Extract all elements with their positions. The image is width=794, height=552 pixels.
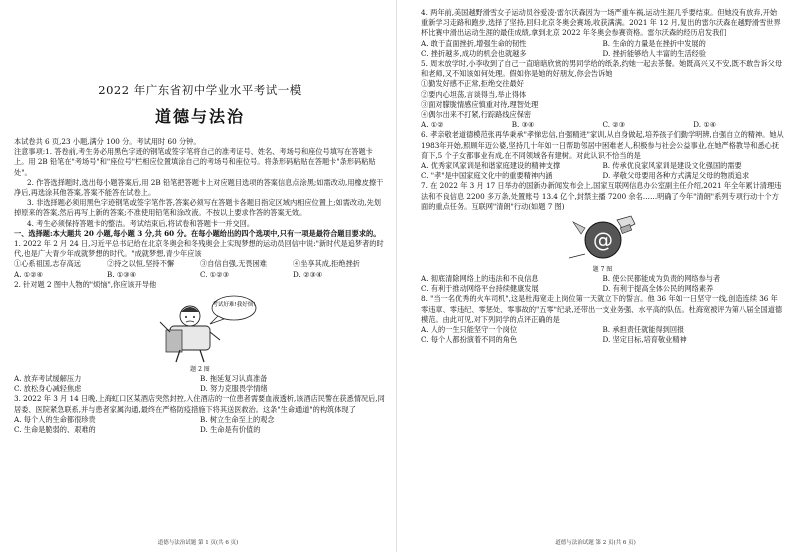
q2-caption: 题 2 图 (190, 366, 210, 374)
svg-text:@: @ (592, 228, 613, 253)
q8-stem: 8. "当一名优秀的火车司机",这是杜海宽走上岗位第一天就立下的誓言。他 36 年如一日坚守一线,创造连续 36 年零违章、零违纪、零惩处、零事故的"五零"纪录,还带出一支业务强、水平高的队伍。杜海宽被评为第八届全国道德模范。由此可见,对下列同学的点评正确的是 (421, 294, 783, 324)
q8-option-b: B. 承担责任就能得到回报 (602, 325, 685, 335)
q5-options (421, 120, 784, 130)
q2-figure (14, 292, 386, 364)
student-cartoon-illustration (140, 292, 260, 364)
q2-options (14, 374, 386, 394)
exam-page-left (0, 0, 396, 552)
q7-stem: 7. 在 2022 年 3 月 17 日举办的国新办新闻发布会上,国家互联网信息办公室副主任介绍,2021 年全年累计清理违法和不良信息 2200 多万条,处置账号 13.4 亿个,封禁主播 7200 余名……明确了今年"清朗"系列专项行动十个方面的重点任务。互联网"清朗"行动(如题 7 图) (421, 181, 782, 211)
q7-option-c: C. 有利于推动网络平台持续健康发展 (421, 284, 539, 294)
q5-item: ②要内心坦荡,言谈得当,举止得体 (421, 89, 527, 99)
q5-option-a: A. ①② (421, 120, 444, 130)
q7-option-d: D. 有利于提高全体公民的网络素养 (602, 284, 714, 294)
question-5 (421, 59, 784, 130)
q4-options (421, 39, 784, 59)
q4-option-c: C. 挫折越多,成功的机会也就越多 (421, 48, 527, 58)
q3-options (14, 415, 386, 435)
q5-item: ③面对朦胧情感应慎重对待,理智处理 (421, 99, 539, 109)
q5-option-c: C. ②③ (602, 120, 626, 130)
q8-option-c: C. 每个人都扮演着不同的角色 (421, 335, 518, 345)
q1-options (14, 270, 386, 280)
page-footer-left: 道德与法治试题 第 1 页(共 6 页) (157, 540, 239, 546)
q3-option-a: A. 每个人的生命都很珍贵 (14, 414, 96, 424)
q3-stem: 3. 2022 年 3 月 14 日晚,上海虹口区某酒店突然封控,入住酒店的一位患者需要血液透析,该酒店民警在获悉情况后,同居委、医院紧急联系,并与患者家属沟通,最终在严格防疫措施下将其送医救治。这条"生命通道"的构筑体现了 (14, 394, 385, 414)
q2-option-d: D. 努力克服畏学情绪 (200, 384, 268, 394)
q7-options (421, 274, 784, 294)
q1-item: ①心系祖国,志存高远 (14, 259, 81, 269)
q1-option-d: D. ②③④ (293, 269, 323, 279)
exam-note-3: 3. 非选择题必须用黑色字迹钢笔或签字笔作答,答案必须写在答题卡各题目指定区域内相应位置上;如需改动,先划掉原来的答案,然后再写上新的答案;不准使用铅笔和涂改液。不按以上要求作答的答案无效。 (14, 198, 381, 218)
q3-option-b: B. 树立生命至上的观念 (200, 414, 275, 424)
exam-intro: 本试卷共 6 页,23 小题,满分 100 分。考试用时 60 分钟。 (14, 137, 201, 146)
q5-stem: 5. 周末放学时,小李收到了自己一直暗暗欣赏的男同学给的纸条,约她一起去茶餐。她既高兴又不安,既不敢告诉父母和老师,又不知该如何处理。假如你是她的好朋友,你会告诉她 (421, 59, 783, 79)
section-heading: 一、选择题:本大题共 20 小题,每小题 3 分,共 60 分。在每小题给出的四个选项中,只有一项是最符合题目要求的。 (14, 228, 381, 238)
exam-title: 2022 年广东省初中学业水平考试一模 (98, 83, 302, 97)
q1-item: ④坐享其成,拒绝挫折 (293, 259, 360, 269)
q2-option-b: B. 拖延复习认真准备 (200, 374, 268, 384)
exam-subject: 道德与法治 (154, 107, 245, 126)
q6-option-a: A. 优秀家风家训是和谐家庭建设的精神支撑 (421, 161, 561, 171)
exam-page-right (397, 0, 794, 552)
q1-stem: 1. 2022 年 2 月 24 日,习近平总书记给在北京冬奥会和冬残奥会上实现梦想的运动员回信中说:"新时代是追梦者的时代,也是广大青少年成就梦想的时代。"成就梦想,青少年应该 (14, 239, 384, 259)
question-8 (421, 294, 784, 345)
q6-stem: 6. 孝亲敬老道德模范张再华秉承"孝悌忠信,自强精进"家训,从自身做起,培养孩子们勤学明辨,自强自立的精神。她从1983年开始,照顾年迈公婆,坚持几十年如一日帮助邻居中困难老人,积极参与社会公益事业,在她严格教导和悉心抚育下,5 个子女都事业有成,在不同领域各有建树。对此认识不恰当的是 (421, 130, 784, 160)
q7-caption: 题 7 图 (592, 266, 613, 274)
q5-item: ①勤发好感不正常,拒绝交往最好 (421, 79, 524, 89)
q5-option-d: D. ①④ (693, 120, 717, 130)
exam-note-2: 2. 作答选择题时,选出每小题答案后,用 2B 铅笔把答题卡上对应题目选项的答案信息点涂黑;如需改动,用橡皮擦干净后,再选涂其他答案,答案不能答在试卷上。 (14, 177, 384, 198)
exam-note-1: 注意事项:1. 答卷前,考生务必用黑色字迹的钢笔或签字笔将自己的准考证号、姓名、考场号和座位号填写在答题卡上。用 2B 铅笔在"考场号"和"座位号"栏相应位置填涂自己的考场号和座位号。将条形码粘贴在答题卡"条形码粘贴处"。 (14, 147, 376, 177)
q1-item: ③自信自强,无畏困难 (200, 259, 267, 269)
q8-option-a: A. 人的一生只能坚守一个岗位 (421, 325, 518, 335)
exam-note-4: 4. 考生必须保持答题卡的整洁。考试结束后,将试卷和答题卡一并交回。 (27, 218, 255, 228)
question-4 (421, 8, 784, 59)
q1-item: ②持之以恒,坚持不懈 (107, 259, 174, 269)
q4-option-d: D. 挫折能够给人丰富的生活经验 (602, 48, 707, 58)
q7-option-b: B. 使公民都能成为负责的网络参与者 (602, 274, 721, 284)
q2-speech-text: 考试好难!我好烦! (212, 302, 256, 309)
q7-figure (421, 214, 784, 264)
q5-item: ④偶尔出来不打紧,行踪路线应保密 (421, 110, 532, 120)
q8-option-d: D. 坚定目标,培育敬业精神 (602, 335, 687, 345)
q6-option-d: D. 孝敬父母要用各种方式满足父母的物质追求 (602, 171, 750, 181)
q6-option-c: C. "孝"是中国家庭文化中的重要精神内涵 (421, 171, 553, 181)
q1-option-b: B. ①③④ (107, 269, 137, 279)
q1-items (14, 259, 386, 269)
at-sign-cleaning-illustration (565, 214, 641, 264)
page-footer-right: 道德与法治试题 第 2 页(共 6 页) (555, 540, 636, 546)
q4-option-b: B. 生命的力量是在挫折中发展的 (602, 38, 706, 48)
question-2 (14, 280, 386, 395)
question-1 (14, 239, 386, 280)
q2-stem: 2. 针对题 2 图中人物的"烦恼",你应该开导他 (14, 279, 157, 289)
q3-option-c: C. 生命是脆弱的、艰难的 (14, 425, 96, 435)
q8-options (421, 325, 784, 345)
q1-option-c: C. ①②③ (200, 269, 230, 279)
q7-option-a: A. 彻底清除网络上的违法和不良信息 (421, 274, 539, 284)
q1-option-a: A. ①②④ (14, 269, 44, 279)
q6-option-b: B. 传承优良家风家训是建设文化强国的需要 (602, 161, 742, 171)
q4-option-a: A. 敢于直面挫折,增强生命的韧性 (421, 38, 527, 48)
q6-options (421, 161, 784, 181)
q4-stem: 4. 两年前,美国越野滑雪女子运动员谷爱凌·雷尔沃森因为一场严重车祸,运动生涯几乎要结束。但她没有放弃,开始重新学习走路和跑步,选择了坚持,回归北京冬奥会赛场,收获满满。2021 年 12 月,复出的雷尔沃森在越野滑雪世界杯比赛中滑出运动生涯的最佳成绩,拿到北京 2022 年冬奥会参赛资格。雷尔沃森的经历启发我们 (421, 8, 781, 38)
q3-option-d: D. 生命是有价值的 (200, 425, 261, 435)
q5-option-b: B. ③④ (511, 120, 535, 130)
q2-option-c: C. 放松身心减轻焦虑 (14, 384, 82, 394)
q2-option-a: A. 放弃考试缓解压力 (14, 374, 82, 384)
question-3 (14, 394, 386, 435)
question-7 (421, 181, 784, 294)
question-6 (421, 130, 784, 181)
